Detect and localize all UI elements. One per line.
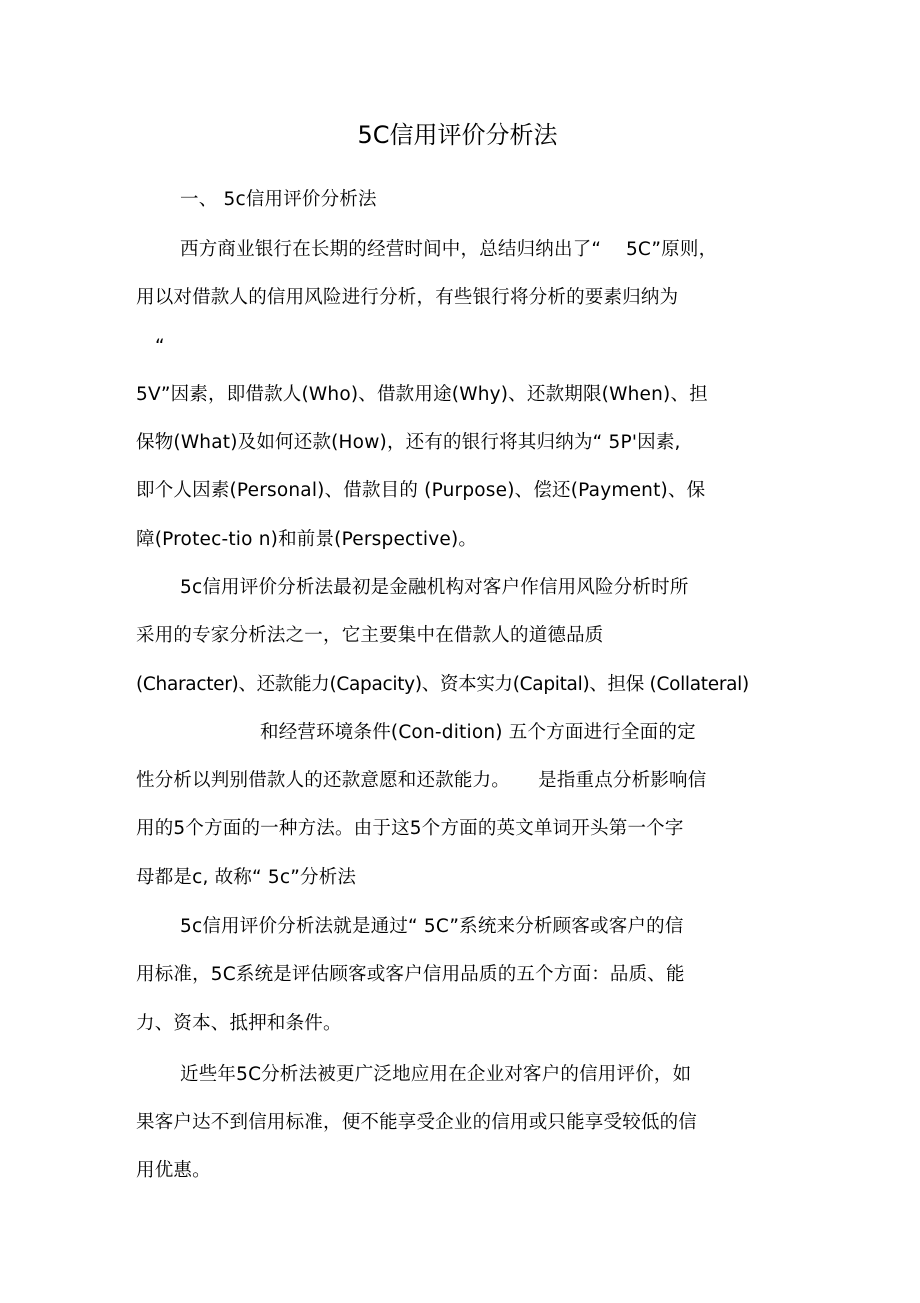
paragraph-line: 果客户达不到信用标准，便不能享受企业的信用或只能享受较低的信 bbox=[136, 1112, 698, 1133]
paragraph-line: 母都是c, 故称“ 5c”分析法 bbox=[136, 867, 357, 888]
document-title: 5C信用评价分析法 bbox=[357, 121, 558, 149]
paragraph-line: 近些年5C分析法被更广泛地应用在企业对客户的信用评价，如 bbox=[180, 1064, 692, 1085]
paragraph-line: 力、资本、抵押和条件。 bbox=[136, 1013, 342, 1034]
paragraph-line: 5V”因素，即借款人(Who)、借款用途(Why)、还款期限(When)、担 bbox=[136, 384, 708, 405]
paragraph-line: 性分析以判别借款人的还款意愿和还款能力。 是指重点分析影响信 bbox=[136, 770, 707, 791]
paragraph-line: 用优惠。 bbox=[136, 1160, 211, 1181]
section-heading: 一、 5c信用评价分析法 bbox=[180, 189, 377, 210]
paragraph-line: 采用的专家分析法之一，它主要集中在借款人的道德品质 bbox=[136, 625, 604, 646]
paragraph-line: 用以对借款人的信用风险进行分析，有些银行将分析的要素归纳为 bbox=[136, 287, 679, 308]
paragraph-line: 即个人因素(Personal)、借款目的 (Purpose)、偿还(Payment)、保 bbox=[136, 480, 706, 501]
paragraph-line: 5c信用评价分析法就是通过“ 5C”系统来分析顾客或客户的信 bbox=[180, 916, 684, 937]
paragraph-line: 和经营环境条件(Con-dition) 五个方面进行全面的定 bbox=[260, 722, 696, 743]
paragraph-line: 障(Protec-tio n)和前景(Perspective)。 bbox=[136, 529, 478, 550]
paragraph-line: “ bbox=[155, 336, 165, 357]
paragraph-line: 用标准，5C系统是评估顾客或客户信用品质的五个方面：品质、能 bbox=[136, 964, 685, 985]
paragraph-line: 保物(What)及如何还款(How)，还有的银行将其归纳为“ 5P'因素, bbox=[136, 432, 681, 453]
paragraph-line: 西方商业银行在长期的经营时间中，总结归纳出了“ 5C”原则， bbox=[180, 239, 718, 260]
paragraph-line: 5c信用评价分析法最初是金融机构对客户作信用风险分析时所 bbox=[180, 577, 689, 598]
paragraph-line: (Character)、还款能力(Capacity)、资本实力(Capital)、担保 (Collateral) bbox=[136, 674, 749, 695]
paragraph-line: 用的5个方面的一种方法。由于这5个方面的英文单词开头第一个字 bbox=[136, 818, 684, 839]
